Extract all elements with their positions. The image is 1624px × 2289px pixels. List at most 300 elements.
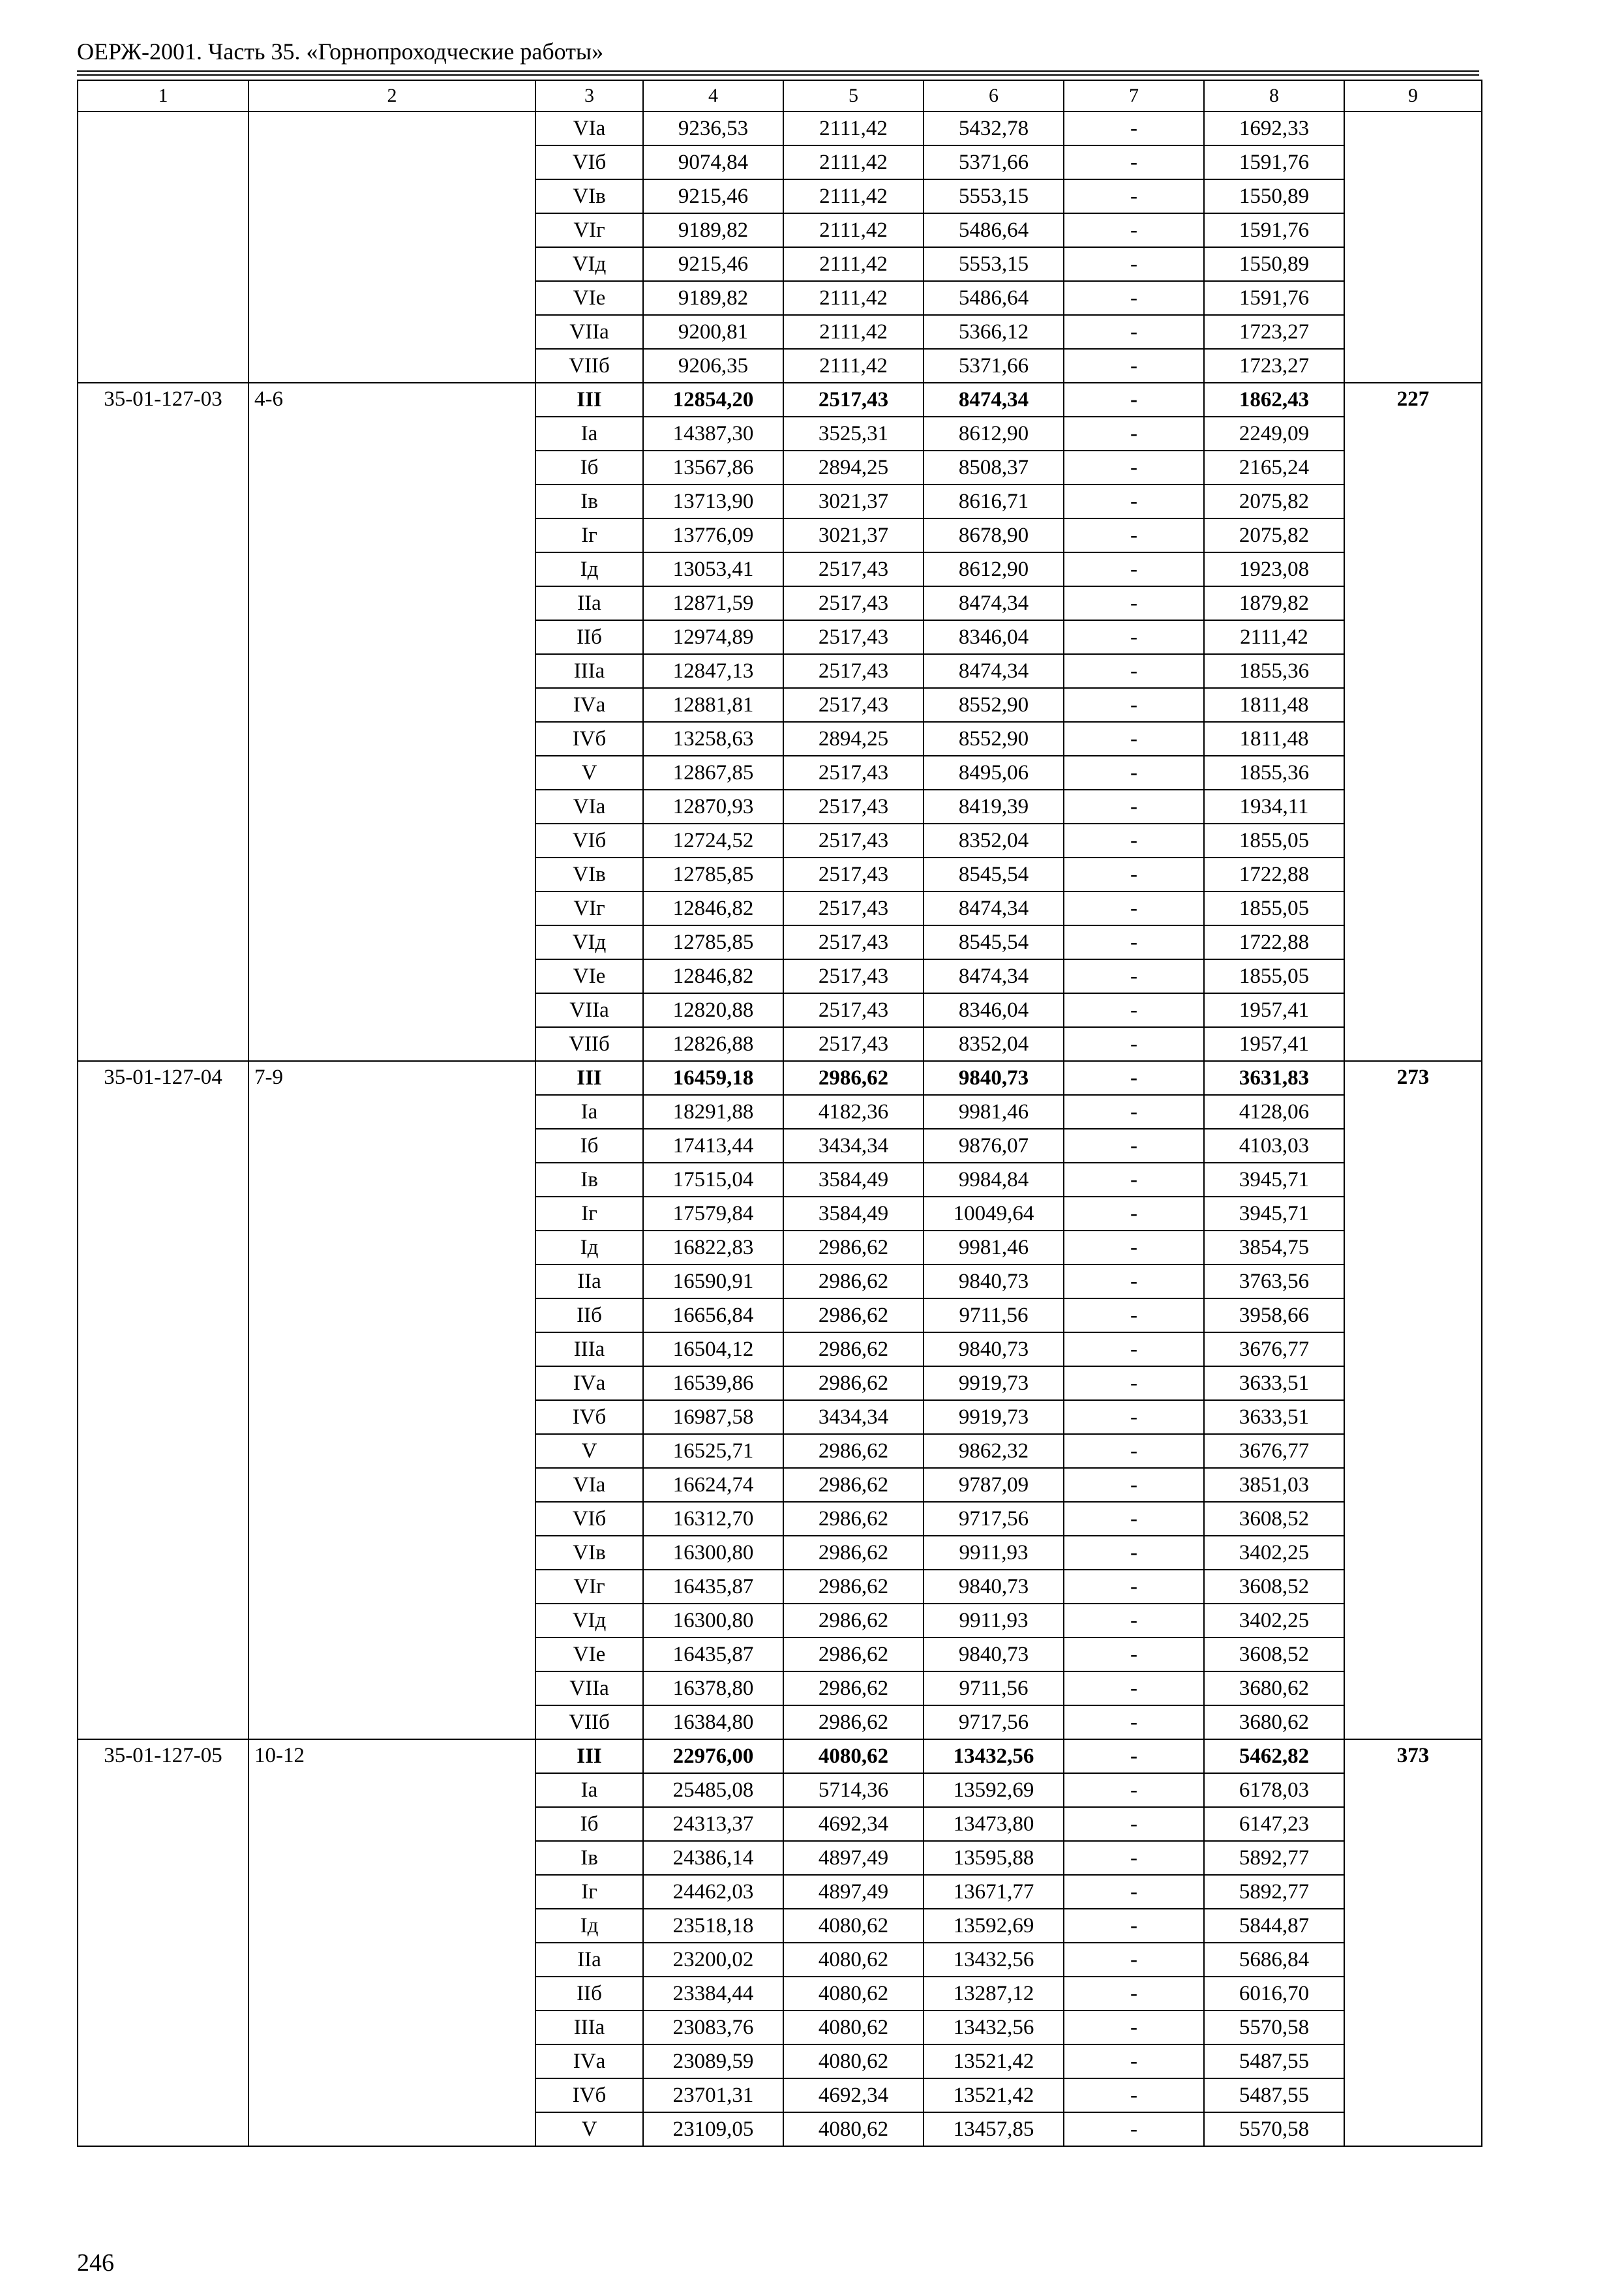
value-cell: 12847,13 bbox=[643, 654, 783, 688]
category-cell: V bbox=[535, 2112, 643, 2146]
value-cell: 8474,34 bbox=[924, 654, 1064, 688]
value-cell: - bbox=[1064, 1468, 1204, 1502]
value-cell: 1692,33 bbox=[1204, 112, 1344, 145]
value-cell: 5487,55 bbox=[1204, 2044, 1344, 2078]
value-cell: 2986,62 bbox=[783, 1502, 924, 1536]
value-cell: 16300,80 bbox=[643, 1536, 783, 1570]
value-cell: 12854,20 bbox=[643, 383, 783, 417]
category-cell: IVб bbox=[535, 2078, 643, 2112]
value-cell: 2517,43 bbox=[783, 552, 924, 586]
value-cell: 3945,71 bbox=[1204, 1163, 1344, 1197]
value-cell: 9189,82 bbox=[643, 213, 783, 247]
value-cell: 8612,90 bbox=[924, 552, 1064, 586]
value-cell: 1723,27 bbox=[1204, 349, 1344, 383]
column9-cell: 227 bbox=[1344, 383, 1482, 1061]
value-cell: 8552,90 bbox=[924, 722, 1064, 756]
value-cell: 8352,04 bbox=[924, 824, 1064, 858]
range-cell: 7-9 bbox=[248, 1061, 535, 1739]
category-cell: VIг bbox=[535, 213, 643, 247]
value-cell: 8616,71 bbox=[924, 485, 1064, 518]
value-cell: 12820,88 bbox=[643, 993, 783, 1027]
category-cell: VIе bbox=[535, 1638, 643, 1671]
value-cell: - bbox=[1064, 383, 1204, 417]
value-cell: 3680,62 bbox=[1204, 1671, 1344, 1705]
category-cell: Iв bbox=[535, 1163, 643, 1197]
value-cell: 1855,05 bbox=[1204, 824, 1344, 858]
value-cell: 9840,73 bbox=[924, 1264, 1064, 1298]
value-cell: 16525,71 bbox=[643, 1434, 783, 1468]
value-cell: 4080,62 bbox=[783, 1977, 924, 2011]
value-cell: 1855,05 bbox=[1204, 959, 1344, 993]
value-cell: 2986,62 bbox=[783, 1264, 924, 1298]
column-number-cell: 2 bbox=[248, 80, 535, 112]
value-cell: - bbox=[1064, 1671, 1204, 1705]
value-cell: 9206,35 bbox=[643, 349, 783, 383]
value-cell: 12871,59 bbox=[643, 586, 783, 620]
value-cell: 17515,04 bbox=[643, 1163, 783, 1197]
value-cell: 3854,75 bbox=[1204, 1231, 1344, 1264]
value-cell: 13671,77 bbox=[924, 1875, 1064, 1909]
value-cell: 1591,76 bbox=[1204, 145, 1344, 179]
category-cell: Iд bbox=[535, 1909, 643, 1943]
value-cell: 2111,42 bbox=[783, 349, 924, 383]
category-cell: V bbox=[535, 756, 643, 790]
value-cell: 2517,43 bbox=[783, 654, 924, 688]
value-cell: 9787,09 bbox=[924, 1468, 1064, 1502]
value-cell: 13567,86 bbox=[643, 451, 783, 485]
value-cell: 3525,31 bbox=[783, 417, 924, 451]
value-cell: 2986,62 bbox=[783, 1604, 924, 1638]
category-cell: IVб bbox=[535, 1400, 643, 1434]
value-cell: 6147,23 bbox=[1204, 1807, 1344, 1841]
value-cell: - bbox=[1064, 993, 1204, 1027]
column-number-cell: 7 bbox=[1064, 80, 1204, 112]
value-cell: 23109,05 bbox=[643, 2112, 783, 2146]
value-cell: 12867,85 bbox=[643, 756, 783, 790]
value-cell: 12974,89 bbox=[643, 620, 783, 654]
value-cell: 1855,05 bbox=[1204, 891, 1344, 925]
value-cell: 2894,25 bbox=[783, 451, 924, 485]
value-cell: 12826,88 bbox=[643, 1027, 783, 1061]
value-cell: 2986,62 bbox=[783, 1671, 924, 1705]
value-cell: 5570,58 bbox=[1204, 2112, 1344, 2146]
value-cell: 2517,43 bbox=[783, 891, 924, 925]
value-cell: 8545,54 bbox=[924, 925, 1064, 959]
category-cell: Iг bbox=[535, 1197, 643, 1231]
category-cell: Iа bbox=[535, 417, 643, 451]
category-cell: III bbox=[535, 1739, 643, 1773]
value-cell: - bbox=[1064, 1570, 1204, 1604]
value-cell: - bbox=[1064, 2112, 1204, 2146]
value-cell: 2986,62 bbox=[783, 1298, 924, 1332]
value-cell: 9911,93 bbox=[924, 1536, 1064, 1570]
value-cell: 8346,04 bbox=[924, 993, 1064, 1027]
value-cell: - bbox=[1064, 722, 1204, 756]
value-cell: 2986,62 bbox=[783, 1468, 924, 1502]
category-cell: VIIа bbox=[535, 315, 643, 349]
value-cell: - bbox=[1064, 247, 1204, 281]
value-cell: 2111,42 bbox=[783, 247, 924, 281]
value-cell: 4080,62 bbox=[783, 2044, 924, 2078]
value-cell: 2986,62 bbox=[783, 1231, 924, 1264]
value-cell: 2986,62 bbox=[783, 1332, 924, 1366]
value-cell: 12785,85 bbox=[643, 858, 783, 891]
value-cell: 16624,74 bbox=[643, 1468, 783, 1502]
category-cell: VIд bbox=[535, 925, 643, 959]
value-cell: 13258,63 bbox=[643, 722, 783, 756]
value-cell: 9236,53 bbox=[643, 112, 783, 145]
value-cell: 9717,56 bbox=[924, 1502, 1064, 1536]
value-cell: 6178,03 bbox=[1204, 1773, 1344, 1807]
value-cell: 3434,34 bbox=[783, 1400, 924, 1434]
value-cell: 3584,49 bbox=[783, 1197, 924, 1231]
value-cell: 9919,73 bbox=[924, 1366, 1064, 1400]
value-cell: 9840,73 bbox=[924, 1570, 1064, 1604]
category-cell: VIв bbox=[535, 858, 643, 891]
page-number: 246 bbox=[77, 2249, 114, 2277]
value-cell: 9840,73 bbox=[924, 1061, 1064, 1095]
value-cell: 4897,49 bbox=[783, 1875, 924, 1909]
value-cell: - bbox=[1064, 925, 1204, 959]
value-cell: 5371,66 bbox=[924, 349, 1064, 383]
value-cell: 1957,41 bbox=[1204, 1027, 1344, 1061]
value-cell: 17579,84 bbox=[643, 1197, 783, 1231]
category-cell: VIIа bbox=[535, 993, 643, 1027]
value-cell: - bbox=[1064, 281, 1204, 315]
value-cell: 22976,00 bbox=[643, 1739, 783, 1773]
value-cell: - bbox=[1064, 1231, 1204, 1264]
value-cell: - bbox=[1064, 1129, 1204, 1163]
value-cell: 9711,56 bbox=[924, 1298, 1064, 1332]
category-cell: IIа bbox=[535, 1943, 643, 1977]
value-cell: - bbox=[1064, 1536, 1204, 1570]
value-cell: 3633,51 bbox=[1204, 1366, 1344, 1400]
value-cell: 2517,43 bbox=[783, 959, 924, 993]
rate-code-cell: 35-01-127-05 bbox=[78, 1739, 248, 2146]
value-cell: 2894,25 bbox=[783, 722, 924, 756]
category-cell: VIа bbox=[535, 790, 643, 824]
value-cell: - bbox=[1064, 1943, 1204, 1977]
value-cell: 5432,78 bbox=[924, 112, 1064, 145]
value-cell: 2075,82 bbox=[1204, 485, 1344, 518]
value-cell: 1722,88 bbox=[1204, 925, 1344, 959]
value-cell: 13592,69 bbox=[924, 1909, 1064, 1943]
value-cell: 5366,12 bbox=[924, 315, 1064, 349]
value-cell: 1550,89 bbox=[1204, 179, 1344, 213]
value-cell: 9189,82 bbox=[643, 281, 783, 315]
value-cell: 2111,42 bbox=[783, 112, 924, 145]
value-cell: 3608,52 bbox=[1204, 1638, 1344, 1671]
value-cell: 3680,62 bbox=[1204, 1705, 1344, 1739]
value-cell: 13432,56 bbox=[924, 1739, 1064, 1773]
value-cell: 4080,62 bbox=[783, 1909, 924, 1943]
value-cell: 8612,90 bbox=[924, 417, 1064, 451]
header-rule bbox=[77, 70, 1479, 72]
value-cell: - bbox=[1064, 1638, 1204, 1671]
category-cell: IIб bbox=[535, 620, 643, 654]
value-cell: 2517,43 bbox=[783, 756, 924, 790]
range-cell: 4-6 bbox=[248, 383, 535, 1061]
value-cell: 13457,85 bbox=[924, 2112, 1064, 2146]
value-cell: 4080,62 bbox=[783, 1739, 924, 1773]
value-cell: 4182,36 bbox=[783, 1095, 924, 1129]
category-cell: IVа bbox=[535, 1366, 643, 1400]
value-cell: 8495,06 bbox=[924, 756, 1064, 790]
value-cell: 23200,02 bbox=[643, 1943, 783, 1977]
value-cell: 24462,03 bbox=[643, 1875, 783, 1909]
value-cell: 16459,18 bbox=[643, 1061, 783, 1095]
value-cell: - bbox=[1064, 1366, 1204, 1400]
value-cell: 9984,84 bbox=[924, 1163, 1064, 1197]
value-cell: 23384,44 bbox=[643, 1977, 783, 2011]
value-cell: 2986,62 bbox=[783, 1705, 924, 1739]
value-cell: 5892,77 bbox=[1204, 1841, 1344, 1875]
value-cell: 13521,42 bbox=[924, 2044, 1064, 2078]
category-cell: Iг bbox=[535, 518, 643, 552]
value-cell: 2111,42 bbox=[783, 213, 924, 247]
category-cell: VIб bbox=[535, 1502, 643, 1536]
category-cell: VIв bbox=[535, 1536, 643, 1570]
rate-code-cell: 35-01-127-03 bbox=[78, 383, 248, 1061]
value-cell: - bbox=[1064, 112, 1204, 145]
value-cell: 1957,41 bbox=[1204, 993, 1344, 1027]
column9-cell bbox=[1344, 112, 1482, 383]
value-cell: 2249,09 bbox=[1204, 417, 1344, 451]
value-cell: - bbox=[1064, 1604, 1204, 1638]
value-cell: 8474,34 bbox=[924, 383, 1064, 417]
value-cell: - bbox=[1064, 1739, 1204, 1773]
category-cell: Iд bbox=[535, 552, 643, 586]
value-cell: - bbox=[1064, 620, 1204, 654]
range-cell: 10-12 bbox=[248, 1739, 535, 2146]
category-cell: III bbox=[535, 1061, 643, 1095]
category-cell: Iг bbox=[535, 1875, 643, 1909]
category-cell: V bbox=[535, 1434, 643, 1468]
column-number-cell: 5 bbox=[783, 80, 924, 112]
category-cell: VIб bbox=[535, 145, 643, 179]
category-cell: VIа bbox=[535, 112, 643, 145]
value-cell: 4692,34 bbox=[783, 2078, 924, 2112]
value-cell: 3676,77 bbox=[1204, 1434, 1344, 1468]
value-cell: 8508,37 bbox=[924, 451, 1064, 485]
value-cell: 2517,43 bbox=[783, 790, 924, 824]
value-cell: 9074,84 bbox=[643, 145, 783, 179]
value-cell: 5486,64 bbox=[924, 213, 1064, 247]
category-cell: VIб bbox=[535, 824, 643, 858]
range-cell bbox=[248, 112, 535, 383]
value-cell: 3945,71 bbox=[1204, 1197, 1344, 1231]
value-cell: - bbox=[1064, 1163, 1204, 1197]
value-cell: 5462,82 bbox=[1204, 1739, 1344, 1773]
value-cell: 1722,88 bbox=[1204, 858, 1344, 891]
value-cell: 2165,24 bbox=[1204, 451, 1344, 485]
table-row bbox=[78, 112, 1482, 145]
value-cell: 12846,82 bbox=[643, 891, 783, 925]
value-cell: 14387,30 bbox=[643, 417, 783, 451]
category-cell: VIе bbox=[535, 281, 643, 315]
value-cell: 17413,44 bbox=[643, 1129, 783, 1163]
value-cell: 1550,89 bbox=[1204, 247, 1344, 281]
value-cell: 16435,87 bbox=[643, 1570, 783, 1604]
page-header-title: ОЕРЖ-2001. Часть 35. «Горнопроходческие работы» bbox=[77, 38, 604, 65]
value-cell: 9711,56 bbox=[924, 1671, 1064, 1705]
value-cell: 1923,08 bbox=[1204, 552, 1344, 586]
column-number-cell: 9 bbox=[1344, 80, 1482, 112]
value-cell: 8346,04 bbox=[924, 620, 1064, 654]
value-cell: 2517,43 bbox=[783, 993, 924, 1027]
value-cell: - bbox=[1064, 654, 1204, 688]
category-cell: Iв bbox=[535, 485, 643, 518]
value-cell: 3633,51 bbox=[1204, 1400, 1344, 1434]
value-cell: 4103,03 bbox=[1204, 1129, 1344, 1163]
value-cell: 2986,62 bbox=[783, 1570, 924, 1604]
value-cell: 24313,37 bbox=[643, 1807, 783, 1841]
column-number-cell: 1 bbox=[78, 80, 248, 112]
value-cell: 13432,56 bbox=[924, 2011, 1064, 2044]
value-cell: 2517,43 bbox=[783, 925, 924, 959]
value-cell: 9200,81 bbox=[643, 315, 783, 349]
value-cell: - bbox=[1064, 349, 1204, 383]
value-cell: 5844,87 bbox=[1204, 1909, 1344, 1943]
value-cell: 4080,62 bbox=[783, 1943, 924, 1977]
value-cell: - bbox=[1064, 1977, 1204, 2011]
category-cell: VIIб bbox=[535, 349, 643, 383]
value-cell: - bbox=[1064, 824, 1204, 858]
value-cell: 16378,80 bbox=[643, 1671, 783, 1705]
value-cell: 12881,81 bbox=[643, 688, 783, 722]
value-cell: 9215,46 bbox=[643, 247, 783, 281]
table-row bbox=[78, 1061, 1482, 1095]
value-cell: - bbox=[1064, 858, 1204, 891]
value-cell: 13473,80 bbox=[924, 1807, 1064, 1841]
value-cell: - bbox=[1064, 518, 1204, 552]
value-cell: 23701,31 bbox=[643, 2078, 783, 2112]
value-cell: 2517,43 bbox=[783, 858, 924, 891]
value-cell: 1811,48 bbox=[1204, 688, 1344, 722]
value-cell: 16987,58 bbox=[643, 1400, 783, 1434]
value-cell: 6016,70 bbox=[1204, 1977, 1344, 2011]
value-cell: 23083,76 bbox=[643, 2011, 783, 2044]
value-cell: 1591,76 bbox=[1204, 281, 1344, 315]
value-cell: 9862,32 bbox=[924, 1434, 1064, 1468]
value-cell: - bbox=[1064, 2011, 1204, 2044]
value-cell: - bbox=[1064, 1434, 1204, 1468]
value-cell: 9919,73 bbox=[924, 1400, 1064, 1434]
value-cell: 8474,34 bbox=[924, 586, 1064, 620]
value-cell: 2517,43 bbox=[783, 383, 924, 417]
value-cell: 16312,70 bbox=[643, 1502, 783, 1536]
value-cell: 10049,64 bbox=[924, 1197, 1064, 1231]
value-cell: - bbox=[1064, 1841, 1204, 1875]
value-cell: 4897,49 bbox=[783, 1841, 924, 1875]
category-cell: IIб bbox=[535, 1977, 643, 2011]
value-cell: 13776,09 bbox=[643, 518, 783, 552]
value-cell: - bbox=[1064, 1773, 1204, 1807]
value-cell: 16656,84 bbox=[643, 1298, 783, 1332]
value-cell: - bbox=[1064, 756, 1204, 790]
rate-code-cell: 35-01-127-04 bbox=[78, 1061, 248, 1739]
value-cell: 9717,56 bbox=[924, 1705, 1064, 1739]
category-cell: IVб bbox=[535, 722, 643, 756]
category-cell: Iа bbox=[535, 1773, 643, 1807]
value-cell: 16504,12 bbox=[643, 1332, 783, 1366]
value-cell: 2517,43 bbox=[783, 586, 924, 620]
value-cell: 9911,93 bbox=[924, 1604, 1064, 1638]
value-cell: 23089,59 bbox=[643, 2044, 783, 2078]
category-cell: Iа bbox=[535, 1095, 643, 1129]
value-cell: 5371,66 bbox=[924, 145, 1064, 179]
value-cell: 2111,42 bbox=[783, 281, 924, 315]
category-cell: Iв bbox=[535, 1841, 643, 1875]
value-cell: 1723,27 bbox=[1204, 315, 1344, 349]
value-cell: 3021,37 bbox=[783, 485, 924, 518]
column-number-cell: 6 bbox=[924, 80, 1064, 112]
value-cell: - bbox=[1064, 179, 1204, 213]
column-number-cell: 8 bbox=[1204, 80, 1344, 112]
value-cell: 3402,25 bbox=[1204, 1604, 1344, 1638]
value-cell: 8474,34 bbox=[924, 959, 1064, 993]
value-cell: 9981,46 bbox=[924, 1095, 1064, 1129]
value-cell: 3851,03 bbox=[1204, 1468, 1344, 1502]
value-cell: 4080,62 bbox=[783, 2011, 924, 2044]
value-cell: 3631,83 bbox=[1204, 1061, 1344, 1095]
value-cell: - bbox=[1064, 1298, 1204, 1332]
value-cell: - bbox=[1064, 959, 1204, 993]
value-cell: 18291,88 bbox=[643, 1095, 783, 1129]
category-cell: IIб bbox=[535, 1298, 643, 1332]
value-cell: 2986,62 bbox=[783, 1536, 924, 1570]
value-cell: 2075,82 bbox=[1204, 518, 1344, 552]
category-cell: IVа bbox=[535, 2044, 643, 2078]
category-cell: VIIб bbox=[535, 1027, 643, 1061]
value-cell: 8678,90 bbox=[924, 518, 1064, 552]
value-cell: 16822,83 bbox=[643, 1231, 783, 1264]
value-cell: 13053,41 bbox=[643, 552, 783, 586]
category-cell: VIв bbox=[535, 179, 643, 213]
value-cell: 2986,62 bbox=[783, 1061, 924, 1095]
value-cell: 3763,56 bbox=[1204, 1264, 1344, 1298]
value-cell: - bbox=[1064, 315, 1204, 349]
value-cell: 5686,84 bbox=[1204, 1943, 1344, 1977]
value-cell: 1855,36 bbox=[1204, 756, 1344, 790]
category-cell: IIа bbox=[535, 1264, 643, 1298]
value-cell: 1591,76 bbox=[1204, 213, 1344, 247]
value-cell: - bbox=[1064, 1909, 1204, 1943]
column-number-row bbox=[78, 80, 1482, 112]
value-cell: 2517,43 bbox=[783, 1027, 924, 1061]
category-cell: VIг bbox=[535, 891, 643, 925]
category-cell: VIе bbox=[535, 959, 643, 993]
value-cell: 23518,18 bbox=[643, 1909, 783, 1943]
value-cell: - bbox=[1064, 1502, 1204, 1536]
value-cell: - bbox=[1064, 790, 1204, 824]
value-cell: - bbox=[1064, 1264, 1204, 1298]
category-cell: IIIа bbox=[535, 654, 643, 688]
value-cell: 9840,73 bbox=[924, 1332, 1064, 1366]
category-cell: VIа bbox=[535, 1468, 643, 1502]
value-cell: - bbox=[1064, 485, 1204, 518]
value-cell: 16539,86 bbox=[643, 1366, 783, 1400]
value-cell: 13713,90 bbox=[643, 485, 783, 518]
category-cell: Iб bbox=[535, 1807, 643, 1841]
value-cell: 2986,62 bbox=[783, 1434, 924, 1468]
value-cell: - bbox=[1064, 1095, 1204, 1129]
value-cell: 16384,80 bbox=[643, 1705, 783, 1739]
value-cell: 2986,62 bbox=[783, 1638, 924, 1671]
value-cell: 4128,06 bbox=[1204, 1095, 1344, 1129]
value-cell: 8419,39 bbox=[924, 790, 1064, 824]
value-cell: 1811,48 bbox=[1204, 722, 1344, 756]
